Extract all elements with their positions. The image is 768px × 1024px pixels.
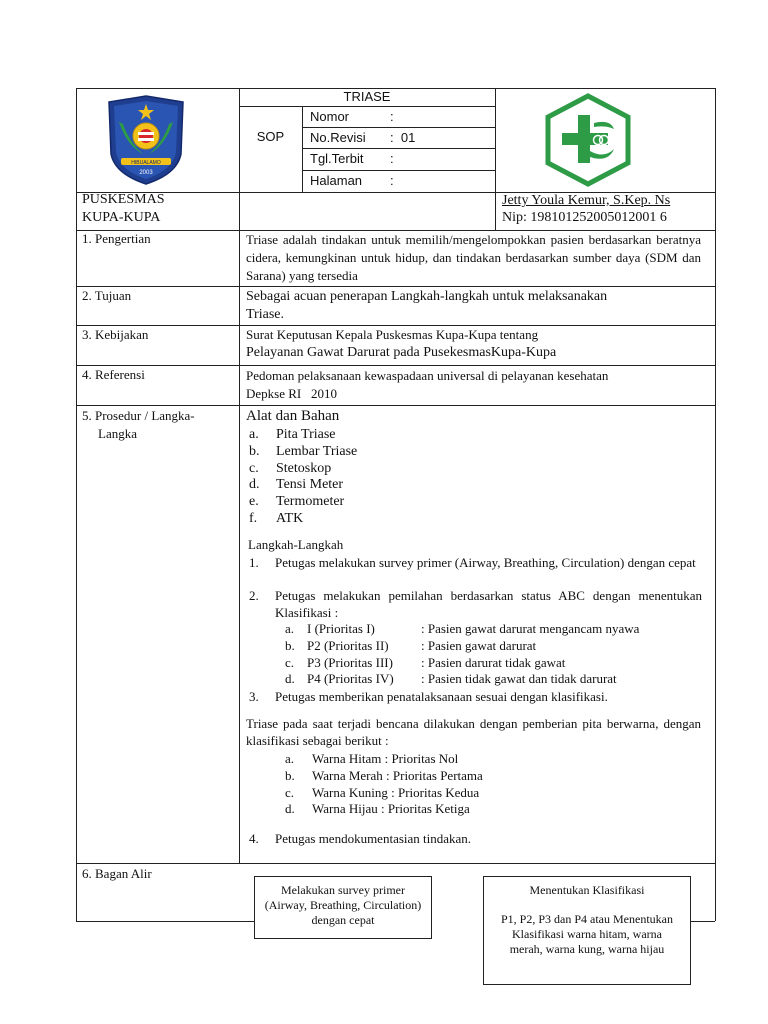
list-item	[285, 785, 483, 802]
list-marker: d.	[285, 801, 295, 817]
sop-label: SOP	[256, 129, 285, 144]
list-item	[285, 801, 483, 818]
section-label-prosedur	[82, 407, 195, 443]
field-sep: :	[390, 130, 394, 145]
list-item	[285, 655, 639, 672]
field-label: No.Revisi	[310, 130, 366, 145]
langkah-title: Langkah-Langkah	[248, 537, 344, 552]
flow-box-text: Melakukan survey primer (Airway, Breathing, Circulation) dengan cepat	[264, 883, 422, 927]
klasifikasi-key: P2 (Prioritas II)	[307, 637, 389, 653]
step-3-marker: 3.	[249, 689, 259, 704]
section-label-pengertian: 1. Pengertian	[82, 231, 151, 246]
flow-box-text: P1, P2, P3 dan P4 atau Menentukan Klasifikasi warna hitam, warna merah, warna kung, warna hijau	[501, 912, 673, 956]
alat-list	[249, 427, 357, 528]
emblem-caption: HIBUALAMO	[131, 160, 161, 166]
regency-emblem-logo	[105, 94, 187, 186]
list-item	[249, 427, 357, 444]
document-title: TRIASE	[343, 89, 391, 104]
field-sep: :	[390, 173, 394, 188]
list-marker: b.	[285, 637, 295, 653]
step-1-marker: 1.	[249, 555, 259, 570]
field-label: Nomor	[310, 109, 350, 124]
list-item	[249, 511, 357, 528]
list-text: Pita Triase	[276, 427, 336, 442]
list-item	[249, 461, 357, 478]
flow-box-klasifikasi	[483, 876, 691, 985]
org-name-line1: PUSKESMAS	[82, 192, 165, 207]
klasifikasi-list	[285, 621, 639, 688]
list-text: Tensi Meter	[276, 477, 344, 493]
list-marker: e.	[249, 494, 259, 510]
signatory-nip: Nip: 198101252005012001 6	[502, 210, 667, 225]
list-item	[285, 621, 639, 638]
list-text: ATK	[276, 510, 304, 526]
tujuan-text: Sebagai acuan penerapan Langkah-langkah untuk melaksanakan Triase.	[246, 289, 608, 322]
list-item	[249, 494, 357, 511]
prosedur-label-line1: 5. Prosedur / Langka-	[82, 408, 195, 423]
list-marker: d.	[285, 671, 295, 687]
bencana-text: Triase pada saat terjadi bencana dilakukan dengan pemberian pita berwarna, dengan klasifikasi sebagai berikut :	[246, 716, 701, 748]
prosedur-label-line2: Langka	[98, 426, 137, 441]
field-value: 01	[400, 130, 416, 145]
org-name-line2: KUPA-KUPA	[82, 210, 161, 225]
klasifikasi-desc: : Pasien tidak gawat dan tidak darurat	[421, 671, 617, 687]
list-marker: b.	[249, 443, 260, 459]
list-text: Warna Merah : Prioritas Pertama	[312, 767, 483, 783]
list-marker: f.	[249, 510, 258, 526]
list-text: Warna Hitam : Prioritas Nol	[312, 751, 459, 766]
list-text: Termometer	[276, 494, 345, 510]
section-label-tujuan: 2. Tujuan	[82, 288, 132, 303]
kebijakan-line2: Pelayanan Gawat Darurat pada PusekesmasKupa-Kupa	[246, 345, 557, 360]
klasifikasi-key: P4 (Prioritas IV)	[307, 671, 394, 687]
field-tgl-terbit	[310, 151, 490, 166]
step-2-text: Petugas melakukan pemilahan berdasarkan status ABC dengan menentukan Klasifikasi :	[275, 588, 702, 620]
field-label: Halaman	[310, 173, 363, 188]
list-item	[249, 444, 357, 461]
flow-box-title: Menentukan Klasifikasi	[529, 883, 645, 897]
list-text: Warna Hijau : Prioritas Ketiga	[312, 801, 470, 817]
list-item	[249, 477, 357, 494]
field-sep: :	[390, 109, 394, 124]
section-label-kebijakan: 3. Kebijakan	[82, 327, 149, 342]
list-marker: a.	[249, 427, 259, 442]
field-no-revisi	[310, 130, 490, 145]
warna-list	[285, 751, 483, 818]
step-2-marker: 2.	[249, 588, 259, 603]
list-marker: a.	[285, 621, 295, 636]
list-text: Lembar Triase	[276, 443, 358, 459]
field-label: Tgl.Terbit	[310, 151, 364, 166]
referensi-line1: Pedoman pelaksanaan kewaspadaan universal di pelayanan kesehatan	[246, 368, 609, 383]
signatory-name: Jetty Youla Kemur, S.Kep. Ns	[502, 193, 671, 208]
list-item	[285, 751, 483, 768]
field-halaman	[310, 173, 490, 188]
step-4-marker: 4.	[249, 831, 259, 846]
kebijakan-line1: Surat Keputusan Kepala Puskesmas Kupa-Kupa tentang	[246, 327, 539, 342]
list-marker: c.	[285, 784, 295, 800]
step-3-text: Petugas memberikan penatalaksanaan sesuai dengan klasifikasi.	[275, 689, 608, 704]
list-marker: c.	[249, 460, 259, 476]
step-1-text: Petugas melakukan survey primer (Airway, Breathing, Circulation) dengan cepat	[275, 555, 696, 570]
list-item	[285, 671, 639, 688]
list-marker: b.	[285, 767, 295, 783]
flow-box-survey	[254, 876, 432, 939]
list-text: Warna Kuning : Prioritas Kedua	[312, 784, 480, 800]
field-nomor	[310, 109, 490, 124]
section-label-bagan: 6. Bagan Alir	[82, 866, 152, 881]
klasifikasi-key: I (Prioritas I)	[307, 621, 375, 636]
section-label-referensi: 4. Referensi	[82, 367, 145, 382]
list-item	[285, 638, 639, 655]
klasifikasi-key: P3 (Prioritas III)	[307, 654, 393, 670]
alat-title: Alat dan Bahan	[246, 408, 340, 424]
puskesmas-logo	[544, 93, 632, 187]
list-marker: c.	[285, 654, 295, 670]
list-item	[285, 768, 483, 785]
pengertian-text: Triase adalah tindakan untuk memilih/mengelompokkan pasien berdasarkan beratnya cidera, kemungkinan untuk hidup, dan tindakan berdasarkan sumber daya (SDM dan Sarana) yang tersedia	[246, 232, 701, 283]
klasifikasi-desc: : Pasien gawat darurat mengancam nyawa	[421, 621, 640, 636]
list-text: Stetoskop	[276, 460, 332, 476]
klasifikasi-desc: : Pasien darurat tidak gawat	[421, 654, 566, 670]
emblem-year: 2003	[139, 170, 153, 176]
list-marker: a.	[285, 751, 295, 766]
list-marker: d.	[249, 477, 260, 493]
field-sep: :	[390, 151, 394, 166]
referensi-line2: Depkse RI 2010	[246, 386, 337, 401]
klasifikasi-desc: : Pasien gawat darurat	[421, 637, 537, 653]
step-4-text: Petugas mendokumentasian tindakan.	[275, 831, 472, 846]
